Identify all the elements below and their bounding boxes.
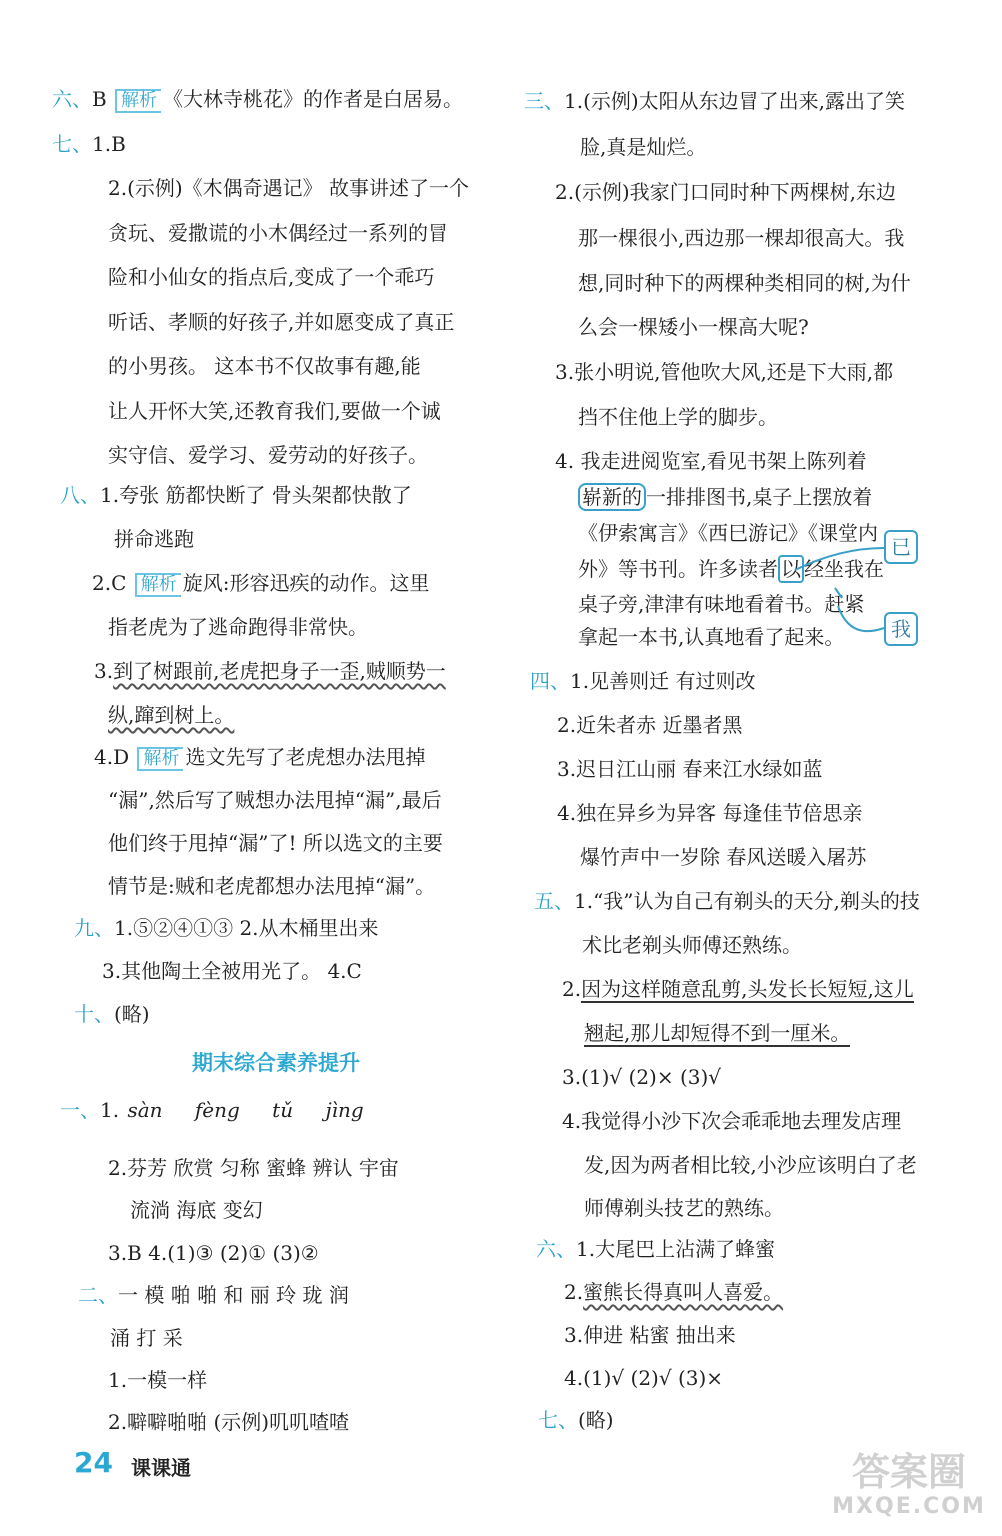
section-title: 期末综合素养提升 — [192, 1051, 360, 1075]
section-number: 八、 — [60, 483, 100, 507]
right-line-31: 4.(1)√ (2)√ (3)× — [564, 1366, 724, 1390]
section-number: 九、 — [74, 916, 114, 940]
right-line-20: 五、1.“我”认为自己有剃头的天分,剃头的技 — [534, 889, 920, 913]
book-title: 课课通 — [131, 1456, 191, 1480]
pinyin-item: jìng — [325, 1098, 364, 1122]
right-line-22: 2.因为这样随意乱剪,头发长长短短,这儿 — [562, 977, 914, 1001]
right-line-23: 翘起,那儿却短得不到一厘米。 — [584, 1021, 851, 1045]
left-line-18: 他们终于甩掉“漏”了! 所以选文的主要 — [108, 831, 443, 855]
page-number: 24 — [74, 1446, 113, 1479]
left-line-26: 3.B 4.(1)③ (2)① (3)② — [108, 1241, 319, 1265]
right-line-12: 外》等书刊。许多读者 以 经坐我在 — [578, 557, 884, 581]
right-line-18: 4.独在异乡为异客 每逢佳节倍思亲 — [557, 801, 863, 825]
right-line-7: 3.张小明说,管他吹大风,还是下大雨,都 — [555, 360, 894, 384]
section-number: 七、 — [538, 1408, 578, 1432]
left-line-3: 2.(示例)《木偶奇遇记》 故事讲述了一个 — [108, 176, 470, 200]
left-line-22: 十、(略) — [74, 1002, 150, 1026]
watermark — [824, 1450, 994, 1530]
section-number: 四、 — [530, 669, 570, 693]
pinyin-item: tǔ — [272, 1098, 294, 1122]
pinyin-item: fèng — [194, 1098, 240, 1122]
left-line-23: 一、1. sàn fèng tǔ jìng — [60, 1098, 364, 1122]
left-line-12: 2.C 解析 旋风:形容迅疾的动作。这里 — [92, 571, 430, 595]
right-line-9: 4. 我走进阅览室,看见书架上陈列着 — [555, 449, 867, 473]
section-number: 六、 — [52, 87, 92, 111]
answer-underline: 到了树跟前,老虎把身子一歪,贼顺势一 — [113, 659, 446, 683]
left-line-5: 险和小仙女的指点后,变成了一个乖巧 — [108, 265, 435, 289]
left-line-20: 九、1.⑤②④①③ 2.从木桶里出来 — [74, 916, 379, 940]
right-line-17: 3.迟日江山丽 春来江水绿如蓝 — [557, 757, 823, 781]
right-line-19: 爆竹声中一岁除 春风送暖入屠苏 — [580, 845, 867, 869]
left-line-10: 八、1.夸张 筋都快断了 骨头架都快散了 — [60, 483, 412, 507]
right-line-13: 桌子旁,津津有味地看着书。赶紧 — [578, 592, 865, 616]
left-line-27: 二、一 模 啪 啪 和 丽 玲 珑 润 — [78, 1283, 349, 1307]
correction-note: 已 — [884, 530, 918, 564]
left-line-4: 贪玩、爱撒谎的小木偶经过一系列的冒 — [108, 221, 448, 245]
right-line-27: 师傅剃头技艺的熟练。 — [584, 1196, 784, 1220]
section-number: 六、 — [536, 1237, 576, 1261]
right-line-24: 3.(1)√ (2)× (3)√ — [562, 1065, 722, 1089]
section-number: 二、 — [78, 1283, 118, 1307]
left-line-9: 实守信、爱学习、爱劳动的好孩子。 — [108, 443, 428, 467]
left-line-13: 指老虎为了逃命跑得非常快。 — [108, 615, 368, 639]
correction-note: 我 — [884, 612, 918, 646]
left-line-16: 4.D 解析 选文先写了老虎想办法甩掉 — [94, 745, 426, 769]
right-line-4: 那一棵很小,西边那一棵却很高大。我 — [578, 226, 905, 250]
left-line-7: 的小男孩。 这本书不仅故事有趣,能 — [108, 354, 421, 378]
right-line-32: 七、(略) — [538, 1408, 614, 1432]
right-line-3: 2.(示例)我家门口同时种下两棵树,东边 — [555, 180, 897, 204]
circled-word: 崭新的 — [578, 483, 646, 511]
left-line-11: 拼命逃跑 — [114, 527, 194, 551]
left-line-30: 2.噼噼啪啪 (示例)叽叽喳喳 — [108, 1410, 350, 1434]
left-line-24: 2.芬芳 欣赏 匀称 蜜蜂 辨认 宇宙 — [108, 1156, 399, 1180]
watermark-text: 答案圈 — [851, 1450, 966, 1494]
right-line-1: 三、1.(示例)太阳从东边冒了出来,露出了笑 — [524, 89, 906, 113]
section-number: 三、 — [524, 89, 564, 113]
right-line-30: 3.伸进 粘蜜 抽出来 — [564, 1323, 736, 1347]
left-line-2: 七、1.B — [52, 132, 126, 156]
analysis-tag: 解析 — [137, 747, 183, 771]
pinyin-item: sàn — [127, 1098, 163, 1122]
left-line-19: 情节是:贼和老虎都想办法甩掉“漏”。 — [108, 874, 436, 898]
left-line-15: 纵,蹿到树上。 — [108, 703, 235, 727]
section-number: 一、 — [60, 1098, 100, 1122]
left-line-17: “漏”,然后写了贼想办法甩掉“漏”,最后 — [108, 788, 442, 812]
right-line-14: 拿起一本书,认真地看了起来。 — [578, 625, 845, 649]
left-line-29: 1.一模一样 — [108, 1368, 208, 1392]
analysis-tag: 解析 — [135, 573, 181, 597]
right-line-5: 想,同时种下的两棵种类相同的树,为什 — [578, 271, 911, 295]
analysis-tag: 解析 — [115, 89, 161, 113]
right-line-28: 六、1.大尾巴上沾满了蜂蜜 — [536, 1237, 776, 1261]
section-number: 十、 — [74, 1002, 114, 1026]
right-line-21: 术比老剃头师傅还熟练。 — [582, 933, 802, 957]
left-line-14: 3.到了树跟前,老虎把身子一歪,贼顺势一 — [94, 659, 446, 683]
right-line-2: 脸,真是灿烂。 — [580, 135, 707, 159]
left-line-28: 涌 打 采 — [110, 1326, 183, 1350]
right-line-29: 2.蜜熊长得真叫人喜爱。 — [564, 1280, 784, 1304]
section-number: 七、 — [52, 132, 92, 156]
right-line-25: 4.我觉得小沙下次会乖乖地去理发店理 — [562, 1109, 902, 1133]
right-line-15: 四、1.见善则迁 有过则改 — [530, 669, 756, 693]
answer-underline: 因为这样随意乱剪,头发长长短短,这儿 — [581, 977, 914, 1001]
left-line-6: 听话、孝顺的好孩子,并如愿变成了真正 — [108, 310, 455, 334]
watermark-url: MXQE.COM — [832, 1494, 986, 1519]
circled-word: 以 — [778, 555, 804, 583]
right-line-8: 挡不住他上学的脚步。 — [578, 405, 778, 429]
right-line-11: 《伊索寓言》《西巳游记》《课堂内 — [578, 521, 878, 545]
right-line-16: 2.近朱者赤 近墨者黑 — [557, 713, 743, 737]
right-line-10: 崭新的 一排排图书,桌子上摆放着 — [578, 484, 872, 510]
left-line-1: 六、B 解析 《大林寺桃花》的作者是白居易。 — [52, 87, 464, 111]
right-line-26: 发,因为两者相比较,小沙应该明白了老 — [584, 1153, 917, 1177]
section-number: 五、 — [534, 889, 574, 913]
right-line-6: 么会一棵矮小一棵高大呢? — [578, 315, 809, 339]
answer-underline: 蜜熊长得真叫人喜爱。 — [583, 1280, 784, 1304]
left-line-21: 3.其他陶土全被用光了。 4.C — [102, 959, 362, 983]
left-line-25: 流淌 海底 变幻 — [130, 1198, 263, 1222]
left-line-8: 让人开怀大笑,还教育我们,要做一个诚 — [108, 399, 441, 423]
